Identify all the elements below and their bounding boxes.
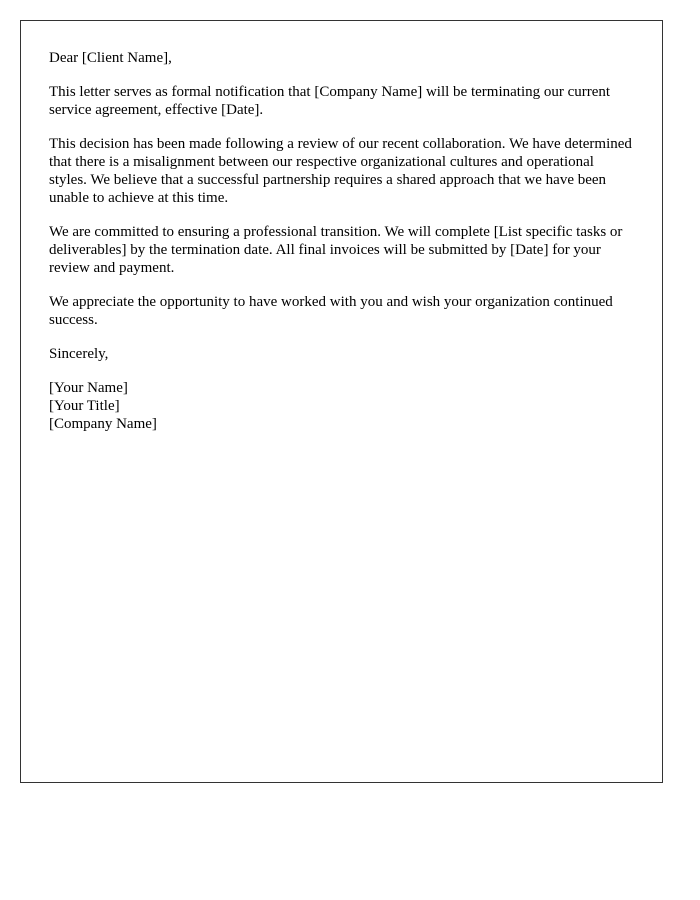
paragraph-reason: This decision has been made following a review of our recent collaboration. We have determined that there is a misalignment between our respective organizational cultures and operational styles. We believe that a successful partnership requires a shared approach that we have been unable to achieve at this time.	[49, 136, 632, 206]
paragraph-transition: We are committed to ensuring a professional transition. We will complete [List specific tasks or deliverables] by the termination date. All final invoices will be submitted by [Date] for your review and payment.	[49, 224, 623, 276]
signature-company: [Company Name]	[49, 416, 157, 432]
signature-title: [Your Title]	[49, 398, 120, 414]
paragraph-appreciation: We appreciate the opportunity to have worked with you and wish your organization continued success.	[49, 294, 613, 328]
salutation: Dear [Client Name],	[49, 50, 172, 66]
closing: Sincerely,	[49, 346, 109, 362]
signature-block	[49, 379, 634, 433]
signature-name: [Your Name]	[49, 380, 128, 396]
paragraph-notification: This letter serves as formal notification that [Company Name] will be terminating our current service agreement, effective [Date].	[49, 84, 611, 118]
letter	[20, 20, 663, 783]
